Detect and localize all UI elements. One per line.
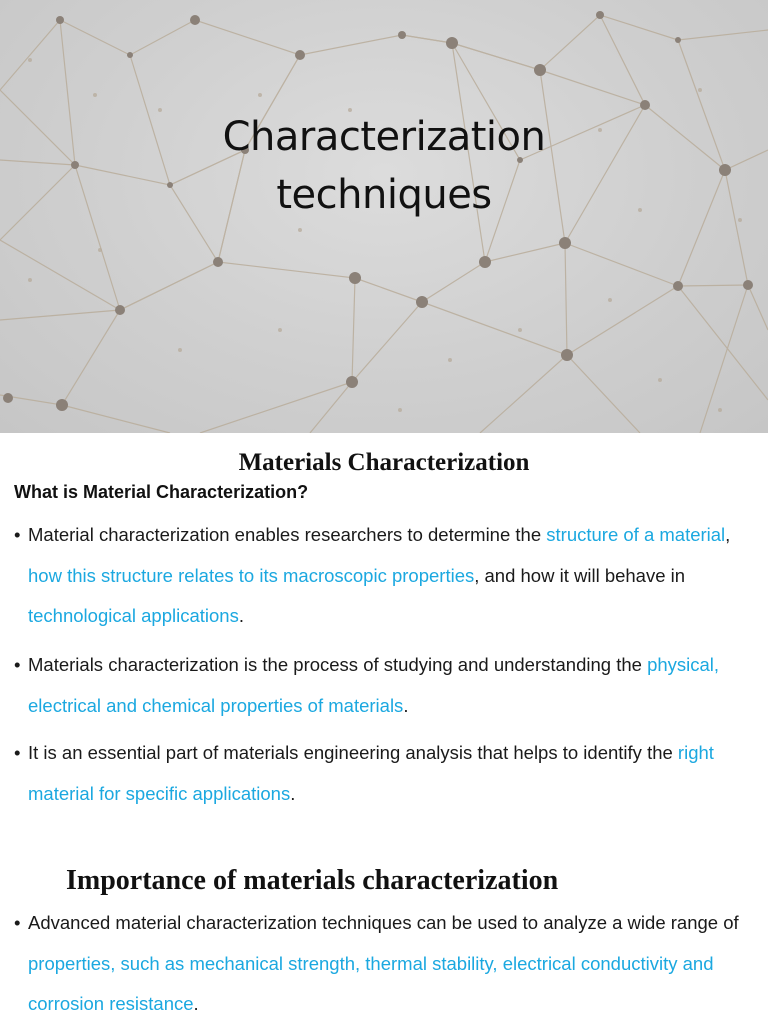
text-run: , and how it will behave in — [474, 564, 686, 586]
slide-title-line-2: techniques — [276, 172, 492, 218]
bullet-text — [14, 515, 764, 637]
bullet-marker: • — [14, 654, 21, 675]
bullet-text — [14, 733, 764, 814]
text-run: Advanced material characterization techniques can be used to analyze a wide range of — [28, 912, 739, 933]
slide-title — [0, 108, 768, 224]
bullet-text — [14, 645, 764, 726]
text-run: . — [238, 605, 244, 626]
bullet-paragraph-4 — [14, 903, 764, 1025]
bullet-text — [14, 903, 764, 1025]
highlighted-term: how this structure relates to its macroscopic properties — [28, 564, 475, 586]
text-run: . — [290, 782, 296, 804]
section-heading: Materials Characterization — [238, 449, 530, 476]
bullet-marker: • — [14, 524, 21, 545]
bullet-marker: • — [14, 742, 21, 763]
text-run: . — [193, 993, 199, 1014]
bullet-marker: • — [14, 912, 21, 933]
slide-title-line-1: Characterization — [222, 114, 546, 160]
title-slide — [0, 0, 768, 433]
text-run: It is an essential part of materials engineering analysis that helps to identify the — [28, 742, 678, 763]
text-run: , — [725, 524, 731, 545]
highlighted-term: physical, electrical and chemical properties of materials — [28, 654, 720, 716]
bullet-paragraph-1 — [14, 515, 764, 637]
text-run: Materials characterization is the process of studying and understanding the — [28, 654, 648, 675]
highlighted-term: structure of a material — [546, 524, 726, 545]
highlighted-term: right material for specific applications — [28, 742, 714, 804]
subheading: What is Material Characterization? — [14, 482, 309, 502]
text-run: Material characterization enables researchers to determine the — [28, 524, 547, 545]
bullet-paragraph-3 — [14, 733, 764, 814]
bullet-paragraph-2 — [14, 645, 764, 726]
highlighted-term: technological applications — [28, 605, 239, 626]
content-slide — [0, 433, 768, 1024]
text-run: . — [403, 694, 409, 716]
highlighted-term: properties, such as mechanical strength, thermal stability, electrical conductivity and corrosion resistance — [28, 952, 714, 1014]
section-2-heading: Importance of materials characterization — [66, 865, 559, 896]
